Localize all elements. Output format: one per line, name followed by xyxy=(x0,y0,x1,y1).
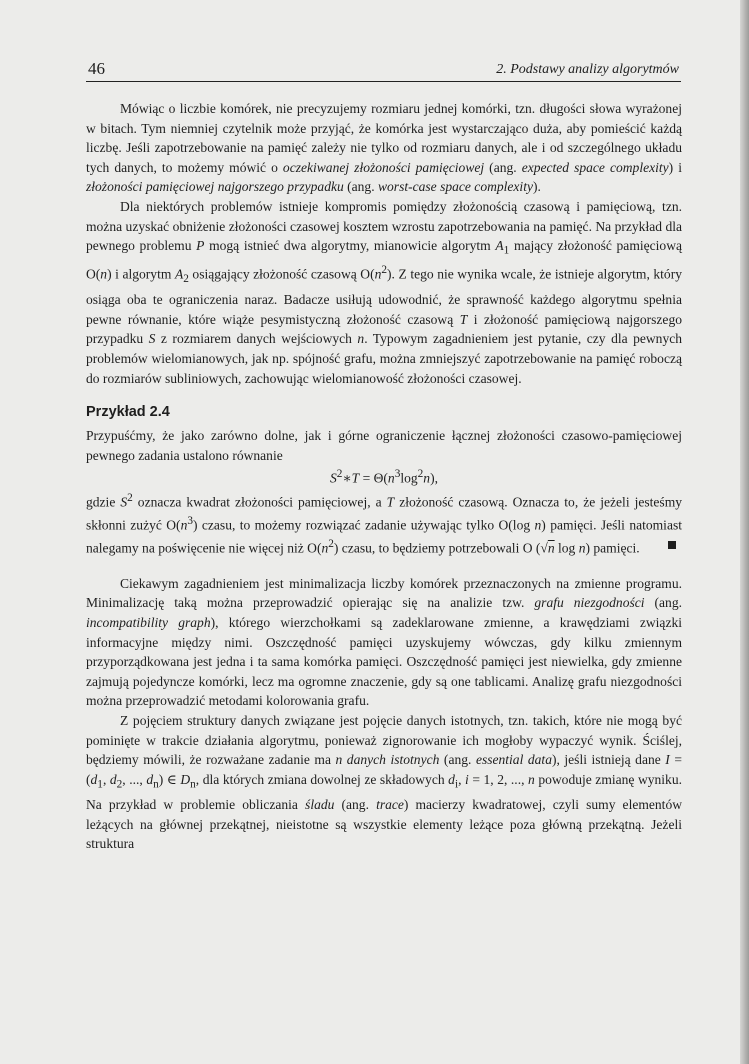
running-title: 2. Podstawy analizy algorytmów xyxy=(496,62,679,77)
paragraph-2: Dla niektórych problemów istnieje kompromis pomiędzy złożonością czasową i pamięciową, tzn. można uzyskać obniżenie złożoności czasowej kosztem wzrostu zapotrzebowania na pamięć. Na przykład dla pewnego problemu P mogą istnieć dwa algorytmy, mianowicie algorytm $A_1$ mający złożoność pamięciową O(n) i algorytm $A_2$ osiągający złożoność czasową $O(n^2)$. Z tego nie wynika wcale, że istnieje algorytm, który osiąga oba te ograniczenia naraz. Badacze usiłują udowodnić, że sprawność każdego algorytmu spełnia pewne równanie, które wiąże pesymistyczną złożoność czasową T i złożoność pamięciową najgorszego przypadku S z rozmiarem danych wejściowych n. Typowym zagadnieniem jest pytanie, czy dla pewnych problemów wielomianowych, jak np. spójność grafu, można zmniejszyć zapotrzebowanie na pamięć roboczą do rozmiarów subliniowych, zachowując wielomianowość złożoności czasowej. xyxy=(86,198,682,386)
page-header xyxy=(86,57,681,82)
example-intro: Przypuśćmy, że jako zarówno dolne, jak i górne ograniczenie łącznej złożoności czasowo-pamięciowej pewnego zadania ustalono równanie xyxy=(86,428,682,463)
page-body xyxy=(86,99,682,854)
paragraph-3: Ciekawym zagadnieniem jest minimalizacja liczby komórek przeznaczonych na zmienne programu. Minimalizację taką można przeprowadzić opierając się na analizie tzw. grafu niezgodności (ang. incompatibility graph), którego wierzchołkami są zadeklarowane zmienne, a krawędziami związki informacyjne między nimi. Oszczędność pamięci uzyskujemy wówczas, gdy kilku zmiennym przyporządkowana jest jedna i ta sama komórka pamięci. Oszczędność pamięci jest niewielka, gdy zmienne zajmują pojedyncze komórki, lecz ma ogromne znaczenie, gdy są one tablicami. Analizę grafu niezgodności można przeprowadzić metodami kolorowania grafu. xyxy=(86,575,682,709)
paragraph-4: Z pojęciem struktury danych związane jest pojęcie danych istotnych, tzn. takich, które nie mogą być pominięte w trakcie działania algorytmu, ponieważ zignorowanie ich mogłoby wypaczyć wynik. Ściślej, będziemy mówili, że rozważane zadanie ma n danych istotnych (ang. essential data), jeśli istnieją dane $I = (d_1$, $d_2$, ..., $d_n$) ∈ $D_n$, dla których zmiana dowolnej ze składowych $d_i$, i = 1, 2, ..., n powoduje zmianę wyniku. Na przykład w problemie obliczania śladu (ang. trace) macierzy kwadratowej, czyli sumy elementów leżących na głównej przekątnej, nieistotne są wszystkie elementy leżące poza główną przekątną. Jeżeli struktura xyxy=(86,713,682,852)
page-number: 46 xyxy=(88,59,105,78)
paragraph-1: Mówiąc o liczbie komórek, nie precyzujemy rozmiaru jednej komórki, tzn. długości słowa wyrażonej w bitach. Tym niemniej czytelnik może przyjąć, że komórka jest wystarczająco duża, aby pomieścić każdą liczbę. Jeśli zapotrzebowanie na pamięć zależy nie tylko od rozmiaru danych, ale i od szczególnego układu tych danych, to możemy mówić o oczekiwanej złożoności pamięciowej (ang. expected space complexity) i złożoności pamięciowej najgorszego przypadku (ang. worst-case space complexity). xyxy=(86,101,682,195)
page-edge-shadow xyxy=(740,0,749,1064)
equation: $S^2∗T = \Theta(n^3\log^2n)$, xyxy=(330,468,438,486)
example-conclusion: gdzie $S^2$ oznacza kwadrat złożoności pamięciowej, a T złożoność czasową. Oznacza to, że jeżeli jesteśmy skłonni zużyć $O(n^3)$ czasu, to możemy rozwiązać zadanie używając tylko O(log n) pamięci. Jeśli natomiast nalegamy na poświęcenie nie więcej niż $O(n^2)$ czasu, to będziemy potrzebowali O (√n log n) pamięci. xyxy=(86,491,683,556)
end-of-proof-square-icon xyxy=(668,541,676,549)
example-heading: Przykład 2.4 xyxy=(86,404,170,421)
